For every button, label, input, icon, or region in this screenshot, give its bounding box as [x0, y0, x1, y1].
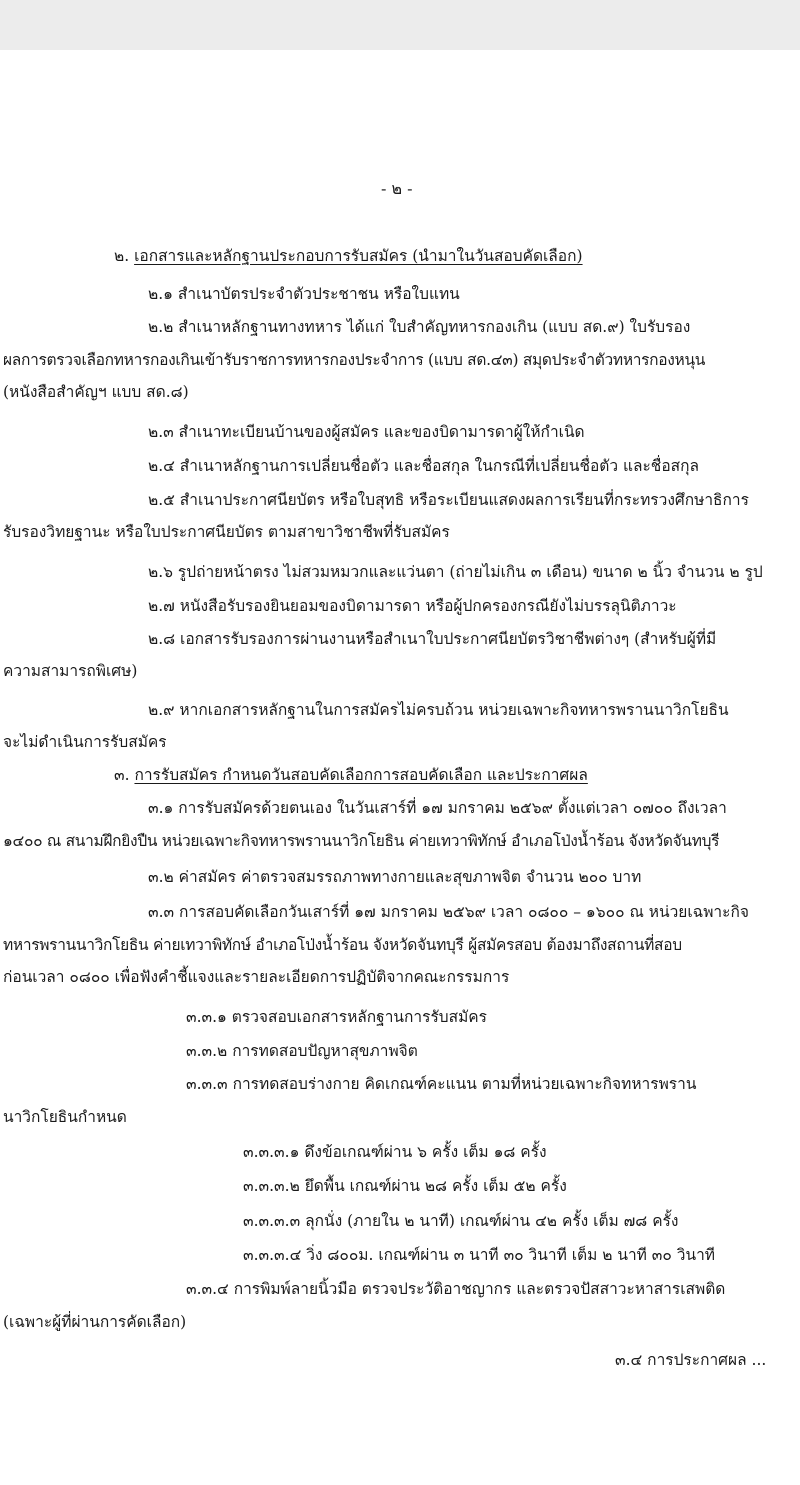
item-3-3-3-4: ๓.๓.๓.๔ วิ่ง ๘๐๐ม. เกณฑ์ผ่าน ๓ นาที ๓๐ วินาที เต็ม ๒ นาที ๓๐ วินาที — [243, 1246, 716, 1264]
section-3-heading — [114, 764, 588, 786]
item-3-1-line-2: ๑๔๐๐ ณ สนามฝึกยิงปืน หน่วยเฉพาะกิจทหารพรานนาวิกโยธิน ค่ายเทวาพิทักษ์ อำเภอโป่งน้ำร้อน จังหวัดจันทบุรี — [3, 832, 720, 850]
item-2-8-line-2: ความสามารถพิเศษ) — [3, 662, 138, 680]
item-2-2-line-1: ๒.๒ สำเนาหลักฐานทางทหาร ได้แก่ ใบสำคัญทหารกองเกิน (แบบ สด.๙) ใบรับรอง — [148, 318, 691, 336]
item-3-3-line-2: ทหารพรานนาวิกโยธิน ค่ายเทวาพิทักษ์ อำเภอโป่งน้ำร้อน จังหวัดจันทบุรี ผู้สมัครสอบ ต้องมาถึงสถานที่สอบ — [3, 936, 682, 954]
item-2-9-line-1: ๒.๙ หากเอกสารหลักฐานในการสมัครไม่ครบถ้วน หน่วยเฉพาะกิจทหารพรานนาวิกโยธิน — [148, 701, 729, 719]
item-2-2-line-3: (หนังสือสำคัญฯ แบบ สด.๘) — [3, 383, 189, 401]
item-3-3-3-line-2: นาวิกโยธินกำหนด — [3, 1108, 127, 1126]
item-2-5-line-1: ๒.๕ สำเนาประกาศนียบัตร หรือใบสุทธิ หรือระเบียนแสดงผลการเรียนที่กระทรวงศึกษาธิการ — [148, 491, 749, 509]
item-3-3-4-line-1: ๓.๓.๔ การพิมพ์ลายนิ้วมือ ตรวจประวัติอาชญากร และตรวจปัสสาวะหาสารเสพติด — [186, 1280, 726, 1298]
item-2-3: ๒.๓ สำเนาทะเบียนบ้านของผู้สมัคร และของบิดามารดาผู้ให้กำเนิด — [148, 423, 585, 441]
section-2-number: ๒. — [114, 247, 130, 265]
item-2-8-line-1: ๒.๘ เอกสารรับรองการผ่านงานหรือสำเนาใบประกาศนียบัตรวิชาชีพต่างๆ (สำหรับผู้ที่มี — [148, 630, 717, 648]
item-3-3-3-3: ๓.๓.๓.๓ ลุกนั่ง (ภายใน ๒ นาที) เกณฑ์ผ่าน ๔๒ ครั้ง เต็ม ๗๘ ครั้ง — [243, 1212, 679, 1230]
item-3-1-line-1: ๓.๑ การรับสมัครด้วยตนเอง ในวันเสาร์ที่ ๑๗ มกราคม ๒๕๖๙ ตั้งแต่เวลา ๐๗๐๐ ถึงเวลา — [148, 799, 727, 817]
page-number: - ๒ - — [381, 179, 413, 198]
item-3-3-line-3: ก่อนเวลา ๐๘๐๐ เพื่อฟังคำชี้แจงและรายละเอียดการปฏิบัติจากคณะกรรมการ — [3, 968, 510, 986]
item-3-3-3-2: ๓.๓.๓.๒ ยึดพื้น เกณฑ์ผ่าน ๒๘ ครั้ง เต็ม ๕๒ ครั้ง — [243, 1177, 567, 1195]
item-3-3-3-1: ๓.๓.๓.๑ ดึงข้อเกณฑ์ผ่าน ๖ ครั้ง เต็ม ๑๘ ครั้ง — [243, 1143, 547, 1161]
item-2-5-line-2: รับรองวิทยฐานะ หรือใบประกาศนียบัตร ตามสาขาวิชาชีพที่รับสมัคร — [3, 523, 450, 541]
item-2-1: ๒.๑ สำเนาบัตรประจำตัวประชาชน หรือใบแทน — [148, 285, 460, 303]
item-2-7: ๒.๗ หนังสือรับรองยินยอมของบิดามารดา หรือผู้ปกครองกรณียังไม่บรรลุนิติภาวะ — [148, 597, 677, 615]
item-3-3-line-1: ๓.๓ การสอบคัดเลือกวันเสาร์ที่ ๑๗ มกราคม ๒๕๖๙ เวลา ๐๘๐๐ – ๑๖๐๐ ณ หน่วยเฉพาะกิจ — [148, 903, 749, 921]
item-3-3-3-line-1: ๓.๓.๓ การทดสอบร่างกาย คิดเกณฑ์คะแนน ตามที่หน่วยเฉพาะกิจทหารพราน — [186, 1075, 697, 1093]
section-3-title: การรับสมัคร กำหนดวันสอบคัดเลือกการสอบคัดเลือก และประกาศผล — [134, 766, 588, 784]
item-3-3-1: ๓.๓.๑ ตรวจสอบเอกสารหลักฐานการรับสมัคร — [186, 1008, 487, 1026]
continuation-note: ๓.๔ การประกาศผล ... — [615, 1351, 767, 1369]
item-2-2-line-2: ผลการตรวจเลือกทหารกองเกินเข้ารับราชการทหารกองประจำการ (แบบ สด.๔๓) สมุดประจำตัวทหารกองหนุน — [3, 351, 706, 369]
section-2-heading — [114, 245, 583, 267]
item-3-3-2: ๓.๓.๒ การทดสอบปัญหาสุขภาพจิต — [186, 1042, 418, 1060]
section-3-number: ๓. — [114, 766, 130, 784]
item-2-6: ๒.๖ รูปถ่ายหน้าตรง ไม่สวมหมวกและแว่นตา (ถ่ายไม่เกิน ๓ เดือน) ขนาด ๒ นิ้ว จำนวน ๒ รูป — [148, 563, 763, 581]
item-3-3-4-line-2: (เฉพาะผู้ที่ผ่านการคัดเลือก) — [3, 1313, 187, 1331]
section-2-title: เอกสารและหลักฐานประกอบการรับสมัคร (นำมาในวันสอบคัดเลือก) — [134, 247, 583, 265]
item-3-2: ๓.๒ ค่าสมัคร ค่าตรวจสมรรถภาพทางกายและสุขภาพจิต จำนวน ๒๐๐ บาท — [148, 868, 642, 886]
item-2-4: ๒.๔ สำเนาหลักฐานการเปลี่ยนชื่อตัว และชื่อสกุล ในกรณีที่เปลี่ยนชื่อตัว และชื่อสกุล — [148, 457, 699, 475]
item-2-9-line-2: จะไม่ดำเนินการรับสมัคร — [3, 733, 167, 751]
